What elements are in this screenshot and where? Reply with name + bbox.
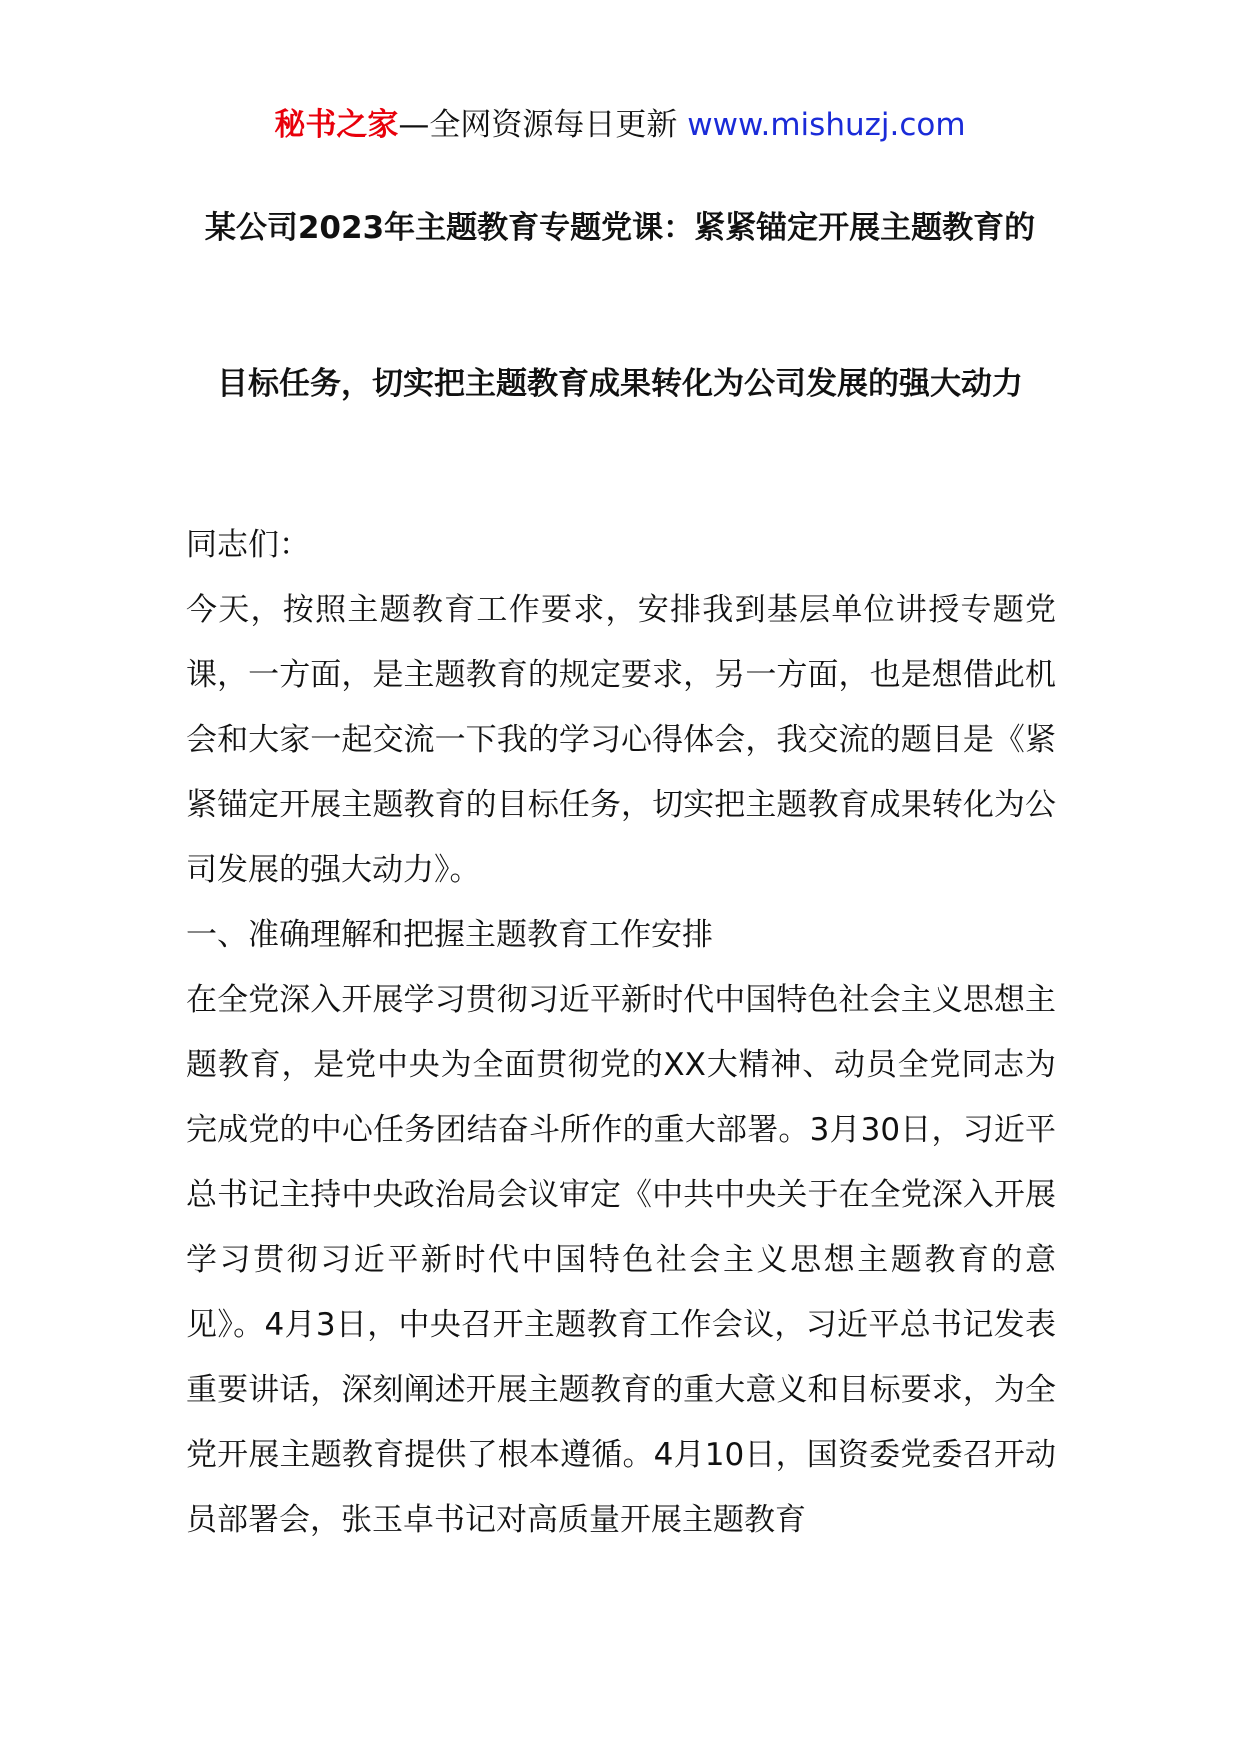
- site-slogan: —全网资源每日更新: [398, 107, 678, 143]
- site-header: [0, 100, 1240, 150]
- site-brand: 秘书之家: [274, 107, 399, 143]
- site-url-link[interactable]: www.mishuzj.com: [687, 107, 966, 143]
- salutation-paragraph: 同志们：: [186, 527, 310, 563]
- section-heading: 一、准确理解和把握主题教育工作安排: [186, 917, 713, 953]
- document-body: [186, 513, 1056, 1553]
- intro-paragraph: 今天，按照主题教育工作要求，安排我到基层单位讲授专题党课，一方面，是主题教育的规定要求，另一方面，也是想借此机会和大家一起交流一下我的学习心得体会，我交流的题目是《紧紧锚定开展主题教育的目标任务，切实把主题教育成果转化为公司发展的强大动力》。: [186, 592, 1056, 888]
- document-title-line-2: 目标任务，切实把主题教育成果转化为公司发展的强大动力: [217, 366, 1023, 402]
- document-title-line-1: 某公司2023年主题教育专题党课：紧紧锚定开展主题教育的: [204, 210, 1036, 246]
- body-paragraph: 在全党深入开展学习贯彻习近平新时代中国特色社会主义思想主题教育，是党中央为全面贯彻党的XX大精神、动员全党同志为完成党的中心任务团结奋斗所作的重大部署。3月30日，习近平总书记主持中央政治局会议审定《中共中央关于在全党深入开展学习贯彻习近平新时代中国特色社会主义思想主题教育的意见》。4月3日，中央召开主题教育工作会议，习近平总书记发表重要讲话，深刻阐述开展主题教育的重大意义和目标要求，为全党开展主题教育提供了根本遵循。4月10日，国资委党委召开动员部署会，张玉卓书记对高质量开展主题教育: [186, 982, 1056, 1538]
